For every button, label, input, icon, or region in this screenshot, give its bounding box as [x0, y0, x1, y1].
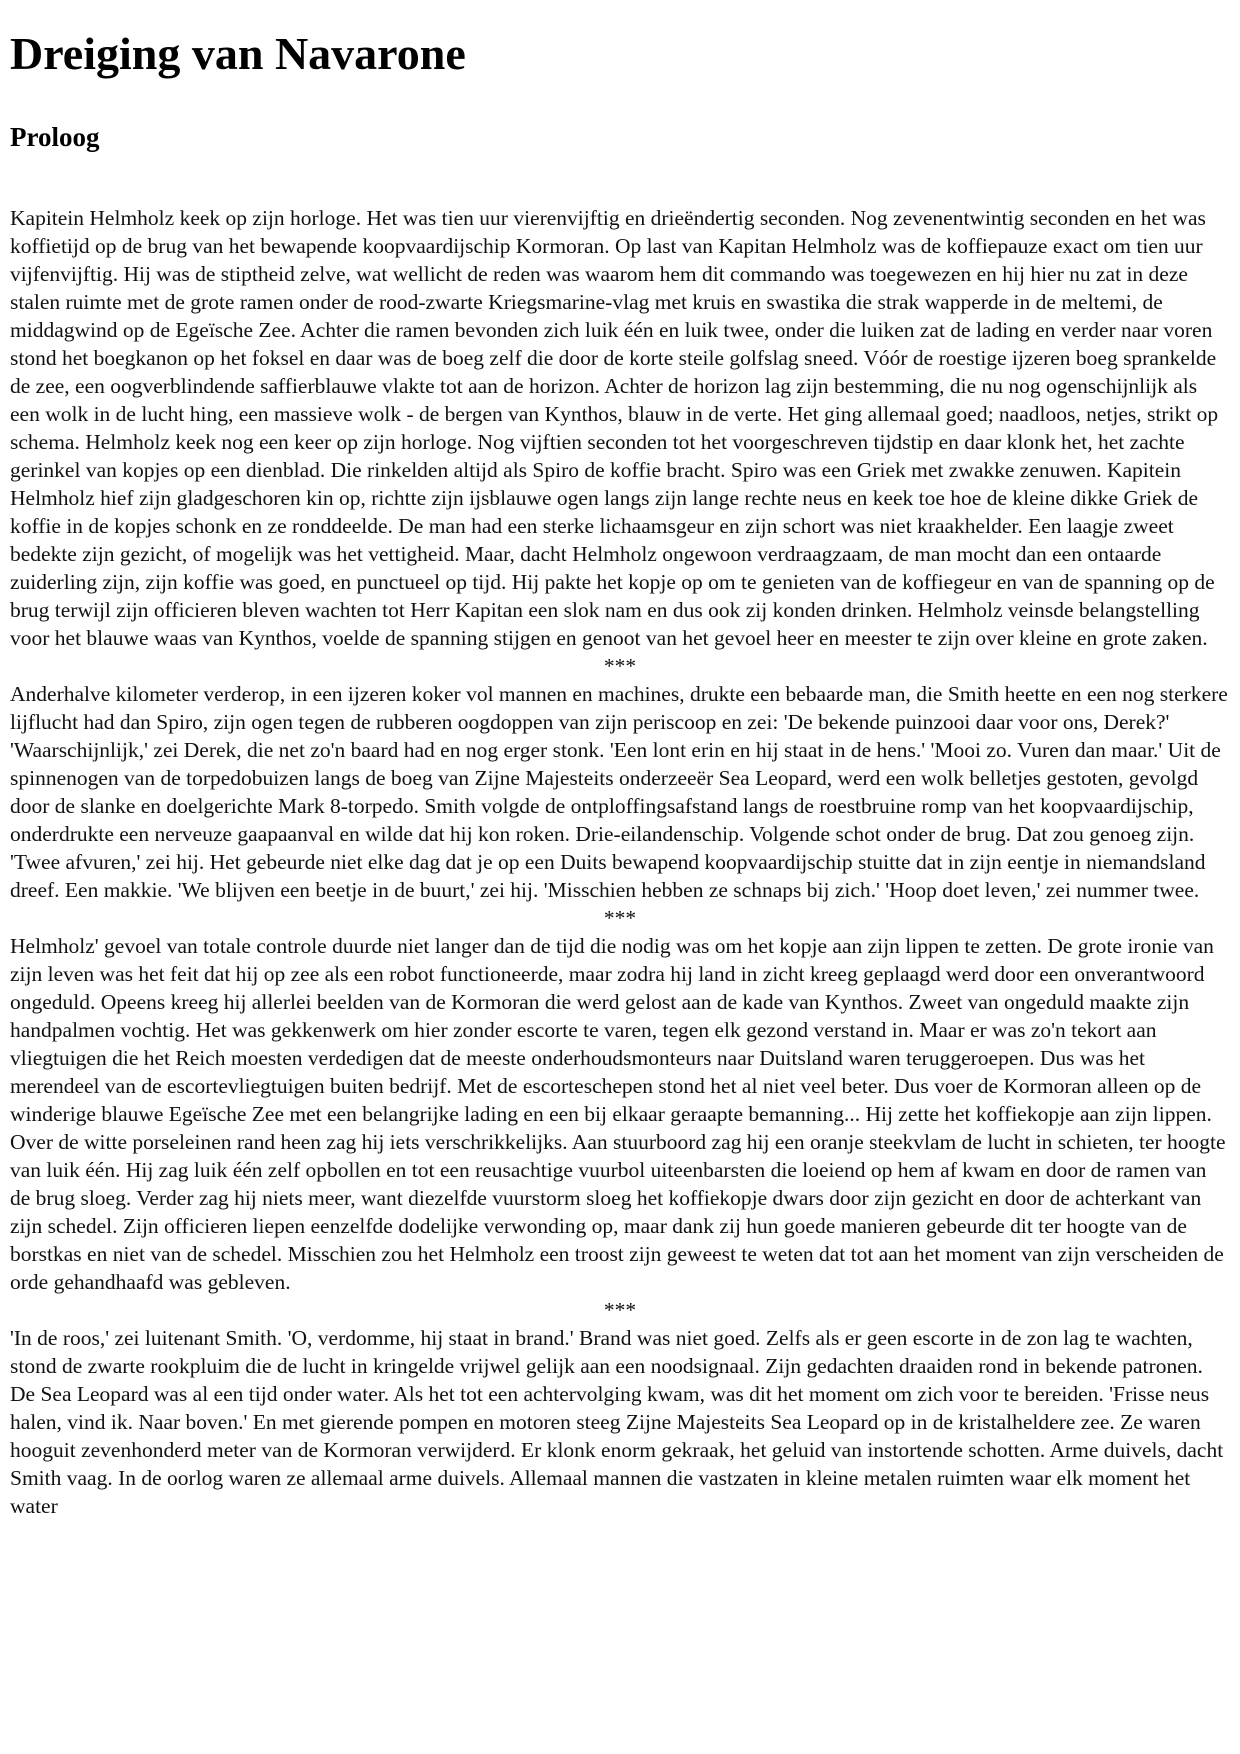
- section-heading-proloog: Proloog: [10, 122, 100, 152]
- paragraph-2: Anderhalve kilometer verderop, in een ijzeren koker vol mannen en machines, drukte een bebaarde man, die Smith heette en een nog sterkere lijflucht had dan Spiro, zijn ogen tegen de rubberen oogdoppen van zijn periscoop en zei: 'De bekende puinzooi daar voor ons, Derek?' 'Waarschijnlijk,' zei Derek, die net zo'n baard had en nog erger stonk. 'Een lont erin en hij staat in de hens.' 'Mooi zo. Vuren dan maar.' Uit de spinnenogen van de torpedobuizen langs de boeg van Zijne Majesteits onderzeeër Sea Leopard, werd een wolk belletjes gestoten, gevolgd door de slanke en doelgerichte Mark 8-torpedo. Smith volgde de ontploffingsafstand langs de roestbruine romp van het koopvaardijschip, onderdrukte een nerveuze gaapaanval en wilde dat hij kon roken. Drie-eilandenschip. Volgende schot onder de brug. Dat zou genoeg zijn. 'Twee afvuren,' zei hij. Het gebeurde niet elke dag dat je op een Duits bewapend koopvaardijschip stuitte dat in zijn eentje in niemandsland dreef. Een makkie. 'We blijven een beetje in de buurt,' zei hij. 'Misschien hebben ze schnaps bij zich.' 'Hoop doet leven,' zei nummer twee.: [10, 682, 1228, 902]
- paragraph-1: Kapitein Helmholz keek op zijn horloge. Het was tien uur vierenvijftig en drieëndertig seconden. Nog zevenentwintig seconden en het was koffietijd op de brug van het bewapende koopvaardijschip Kormoran. Op last van Kapitan Helmholz was de koffiepauze exact om tien uur vijfenvijftig. Hij was de stiptheid zelve, wat wellicht de reden was waarom hem dit commando was toegewezen en hij hier nu zat in deze stalen ruimte met de grote ramen onder de rood-zwarte Kriegsmarine-vlag met kruis en swastika die strak wapperde in de meltemi, de middagwind op de Egeïsche Zee. Achter die ramen bevonden zich luik één en luik twee, onder die luiken zat de lading en verder naar voren stond het boegkanon op het foksel en daar was de boeg zelf die door de korte steile golfslag sneed. Vóór de roestige ijzeren boeg sprankelde de zee, een oogverblindende saffierblauwe vlakte tot aan de horizon. Achter de horizon lag zijn bestemming, die nu nog ogenschijnlijk als een wolk in de lucht hing, een massieve wolk - de bergen van Kynthos, blauw in de verte. Het ging allemaal goed; naadloos, netjes, strikt op schema. Helmholz keek nog een keer op zijn horloge. Nog vijftien seconden tot het voorgeschreven tijdstip en daar klonk het, het zachte gerinkel van kopjes op een dienblad. Die rinkelden altijd als Spiro de koffie bracht. Spiro was een Griek met zwakke zenuwen. Kapitein Helmholz hief zijn gladgeschoren kin op, richtte zijn ijsblauwe ogen langs zijn lange rechte neus en keek toe hoe de kleine dikke Griek de koffie in de kopjes schonk en ze ronddeelde. De man had een sterke lichaamsgeur en zijn schort was niet kraakhelder. Een laagje zweet bedekte zijn gezicht, of mogelijk was het vettigheid. Maar, dacht Helmholz ongewoon verdraagzaam, de man mocht dan een ontaarde zuiderling zijn, zijn koffie was goed, en punctueel op tijd. Hij pakte het kopje op om te genieten van de koffiegeur en van de spanning op de brug terwijl zijn officieren bleven wachten tot Herr Kapitan een slok nam en dus ook zij konden drinken. Helmholz veinsde belangstelling voor het blauwe waas van Kynthos, voelde de spanning stijgen en genoot van het gevoel heer en meester te zijn over kleine en grote zaken.: [10, 206, 1219, 650]
- section-separator: ***: [603, 906, 637, 930]
- paragraph-4: 'In de roos,' zei luitenant Smith. 'O, verdomme, hij staat in brand.' Brand was niet goed. Zelfs als er geen escorte in de zon lag te wachten, stond de zwarte rookpluim die de lucht in kringelde vrijwel gelijk aan een noodsignaal. Zijn gedachten draaiden rond in bekende patronen. De Sea Leopard was al een tijd onder water. Als het tot een achtervolging kwam, was dit het moment om zich voor te bereiden. 'Frisse neus halen, vind ik. Naar boven.' En met gierende pompen en motoren steeg Zijne Majesteits Sea Leopard op in de kristalheldere zee. Ze waren hooguit zevenhonderd meter van de Kormoran verwijderd. Er klonk enorm gekraak, het geluid van instortende schotten. Arme duivels, dacht Smith vaag. In de oorlog waren ze allemaal arme duivels. Allemaal mannen die vastzaten in kleine metalen ruimten waar elk moment het water: [10, 1326, 1224, 1518]
- section-separator: ***: [603, 1298, 637, 1322]
- body-text: [10, 204, 1230, 1520]
- section-separator: ***: [603, 654, 637, 678]
- paragraph-3: Helmholz' gevoel van totale controle duurde niet langer dan de tijd die nodig was om het kopje aan zijn lippen te zetten. De grote ironie van zijn leven was het feit dat hij op zee als een robot functioneerde, maar zodra hij land in zicht kreeg geplaagd werd door een onverantwoord ongeduld. Opeens kreeg hij allerlei beelden van de Kormoran die werd gelost aan de kade van Kynthos. Zweet van ongeduld maakte zijn handpalmen vochtig. Het was gekkenwerk om hier zonder escorte te varen, tegen elk gezond verstand in. Maar er was zo'n tekort aan vliegtuigen die het Reich moesten verdedigen dat de meeste onderhoudsmonteurs naar Duitsland waren teruggeroepen. Dus was het merendeel van de escortevliegtuigen buiten bedrijf. Met de escorteschepen stond het al niet veel beter. Dus voer de Kormoran alleen op de winderige blauwe Egeïsche Zee met een belangrijke lading en een bij elkaar geraapte bemanning... Hij zette het koffiekopje aan zijn lippen. Over de witte porseleinen rand heen zag hij iets verschrikkelijks. Aan stuurboord zag hij een oranje steekvlam de lucht in schieten, ter hoogte van luik één. Hij zag luik één zelf opbollen en tot een reusachtige vuurbol uiteenbarsten die loeiend op hem af kwam en door de ramen van de brug sloeg. Verder zag hij niets meer, want diezelfde vuurstorm sloeg het koffiekopje dwars door zijn gezicht en door de achterkant van zijn schedel. Zijn officieren liepen eenzelfde dodelijke verwonding op, maar dank zij hun goede manieren gebeurde dit ter hoogte van de borstkas en niet van de schedel. Misschien zou het Helmholz een troost zijn geweest te weten dat tot aan het moment van zijn verscheiden de orde gehandhaafd was gebleven.: [10, 934, 1226, 1294]
- page-title: Dreiging van Navarone: [10, 28, 466, 79]
